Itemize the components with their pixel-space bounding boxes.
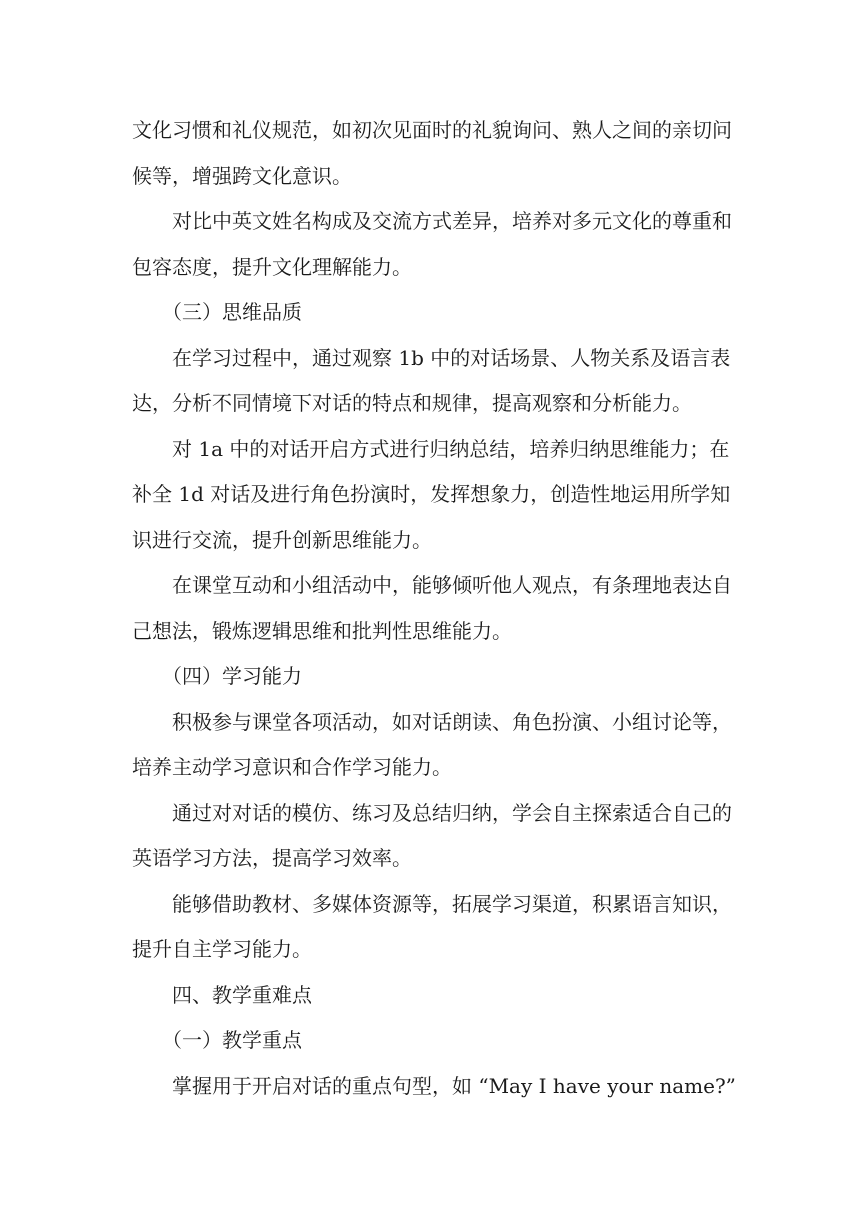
paragraph-line: 培养主动学习意识和合作学习能力。 (132, 755, 452, 779)
paragraph-line: 识进行交流，提升创新思维能力。 (132, 527, 432, 552)
section-heading: （一）教学重点 (162, 1028, 302, 1052)
paragraph-line: 候等，增强跨文化意识。 (132, 163, 352, 188)
paragraph-line: 文化习惯和礼仪规范，如初次见面时的礼貌询问、熟人之间的亲切问 (132, 118, 732, 142)
paragraph-line: 包容态度，提升文化理解能力。 (132, 254, 412, 279)
paragraph-line: 通过对对话的模仿、练习及总结归纳，学会自主探索适合自己的 (172, 800, 732, 825)
paragraph-line: 能够借助教材、多媒体资源等，拓展学习渠道，积累语言知识， (172, 891, 732, 916)
paragraph-line: 达，分析不同情境下对话的特点和规律，提高观察和分析能力。 (132, 391, 692, 415)
paragraph-line: 在课堂互动和小组活动中，能够倾听他人观点，有条理地表达自 (172, 573, 732, 597)
paragraph-line: 提升自主学习能力。 (132, 937, 312, 961)
paragraph-line: 补全 1d 对话及进行角色扮演时，发挥想象力，创造性地运用所学知 (132, 482, 731, 506)
section-heading: （三）思维品质 (162, 300, 302, 324)
paragraph-line: 对比中英文姓名构成及交流方式差异，培养对多元文化的尊重和 (172, 209, 732, 233)
paragraph-line: 己想法，锻炼逻辑思维和批判性思维能力。 (132, 618, 512, 643)
chapter-heading: 四、教学重难点 (172, 982, 312, 1007)
section-heading: （四）学习能力 (162, 664, 302, 688)
paragraph-line: 在学习过程中，通过观察 1b 中的对话场景、人物关系及语言表 (172, 345, 731, 370)
paragraph-line: 掌握用于开启对话的重点句型，如 “May I have your name?” (172, 1073, 736, 1098)
paragraph-line: 积极参与课堂各项活动，如对话朗读、角色扮演、小组讨论等， (172, 709, 732, 734)
paragraph-line: 对 1a 中的对话开启方式进行归纳总结，培养归纳思维能力；在 (172, 436, 730, 461)
document-page (132, 108, 736, 1109)
paragraph-line: 英语学习方法，提高学习效率。 (132, 846, 412, 870)
